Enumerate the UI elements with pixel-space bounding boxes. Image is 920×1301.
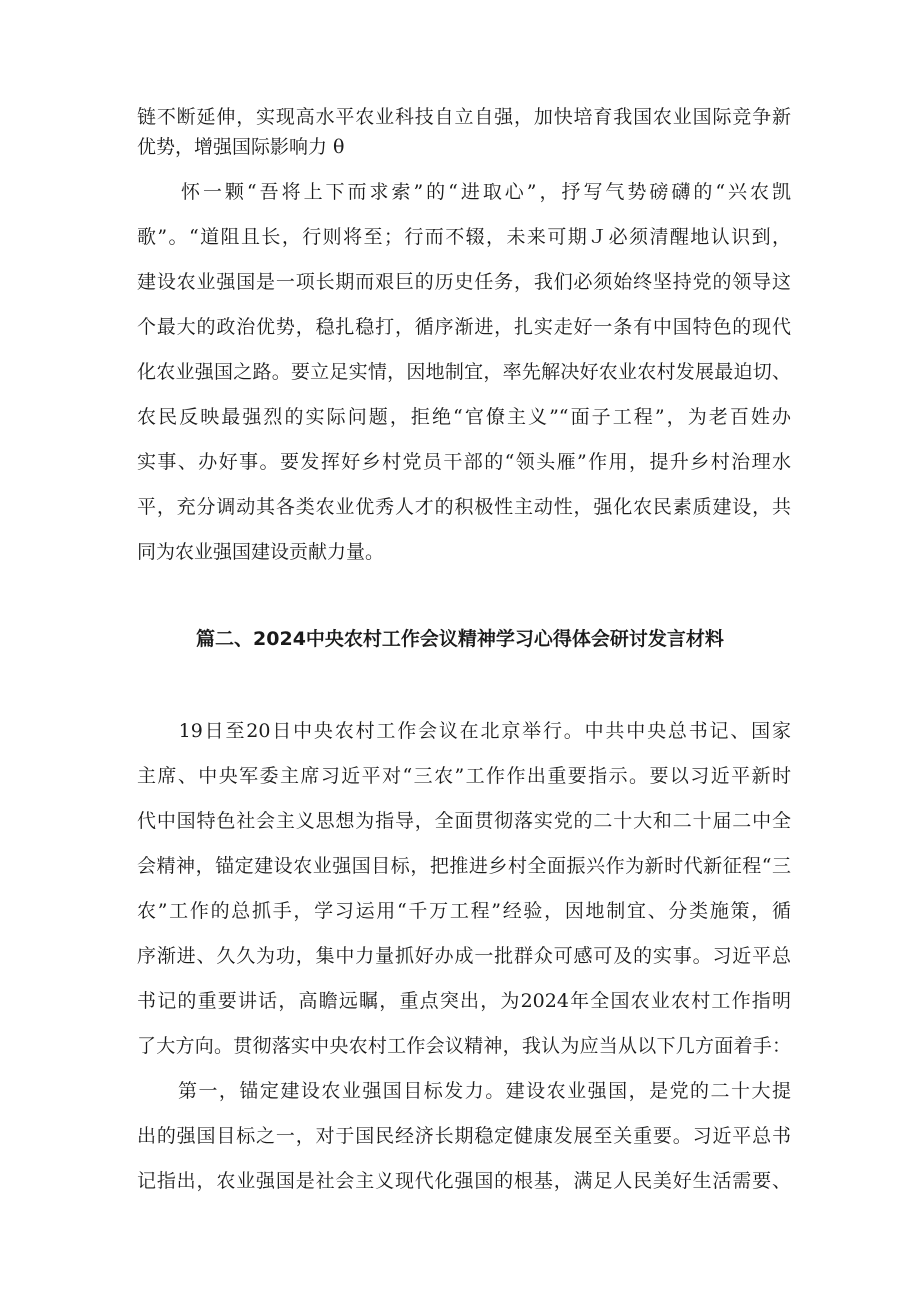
paragraph-line: 主席、中央军委主席习近平对“三农”工作作出重要指示。要以习近平新时 xyxy=(137,765,791,787)
paragraph-line: 建设农业强国是一项长期而艰巨的历史任务，我们必须始终坚持党的领导这 xyxy=(137,271,791,293)
paragraph-line: 代中国特色社会主义思想为指导，全面贯彻落实党的二十大和二十届二中全 xyxy=(137,810,791,832)
paragraph-line: 怀一颗“吾将上下而求索”的“进取心”，抒写气势磅礴的“兴农凯 xyxy=(137,181,791,203)
paragraph-line: 序渐进、久久为功，集中力量抓好办成一批群众可感可及的实事。习近平总 xyxy=(137,945,791,967)
paragraph-line: 了大方向。贯彻落实中央农村工作会议精神，我认为应当从以下几方面着手： xyxy=(137,1035,791,1057)
section-heading: 篇二、2024中央农村工作会议精神学习心得体会研讨发言材料 xyxy=(196,628,724,650)
paragraph-line: 个最大的政治优势，稳扎稳打，循序渐进，扎实走好一条有中国特色的现代 xyxy=(137,316,791,338)
paragraph-line: 记指出，农业强国是社会主义现代化强国的根基，满足人民美好生活需要、 xyxy=(137,1170,791,1192)
paragraph-line: 链不断延伸，实现高水平农业科技自立自强，加快培育我国农业国际竞争新 xyxy=(137,106,791,128)
paragraph-line: 出的强国目标之一，对于国民经济长期稳定健康发展至关重要。习近平总书 xyxy=(137,1125,791,1147)
paragraph-line: 同为农业强国建设贡献力量。 xyxy=(137,541,385,563)
paragraph-line: 实事、办好事。要发挥好乡村党员干部的“领头雁”作用，提升乡村治理水 xyxy=(137,451,791,473)
paragraph-line: 会精神，锚定建设农业强国目标，把推进乡村全面振兴作为新时代新征程“三 xyxy=(137,855,791,877)
paragraph-line: 化农业强国之路。要立足实情，因地制宜，率先解决好农业农村发展最迫切、 xyxy=(137,361,791,383)
paragraph-line: 平，充分调动其各类农业优秀人才的积极性主动性，强化农民素质建设，共 xyxy=(137,496,791,518)
paragraph-line: 19日至20日中央农村工作会议在北京举行。中共中央总书记、国家 xyxy=(137,720,791,742)
paragraph-line: 优势，增强国际影响力 θ xyxy=(137,136,345,158)
paragraph-line: 农民反映最强烈的实际问题，拒绝“官僚主义”“面子工程”，为老百姓办 xyxy=(137,406,791,428)
paragraph-line: 农”工作的总抓手，学习运用“千万工程”经验，因地制宜、分类施策，循 xyxy=(137,900,791,922)
paragraph-line: 书记的重要讲话，高瞻远瞩，重点突出，为2024年全国农业农村工作指明 xyxy=(137,990,791,1012)
paragraph-line: 第一，锚定建设农业强国目标发力。建设农业强国，是党的二十大提 xyxy=(137,1080,791,1102)
paragraph-line: 歌”。“道阻且长，行则将至；行而不辍，未来可期Ｊ必须清醒地认识到， xyxy=(137,226,791,248)
